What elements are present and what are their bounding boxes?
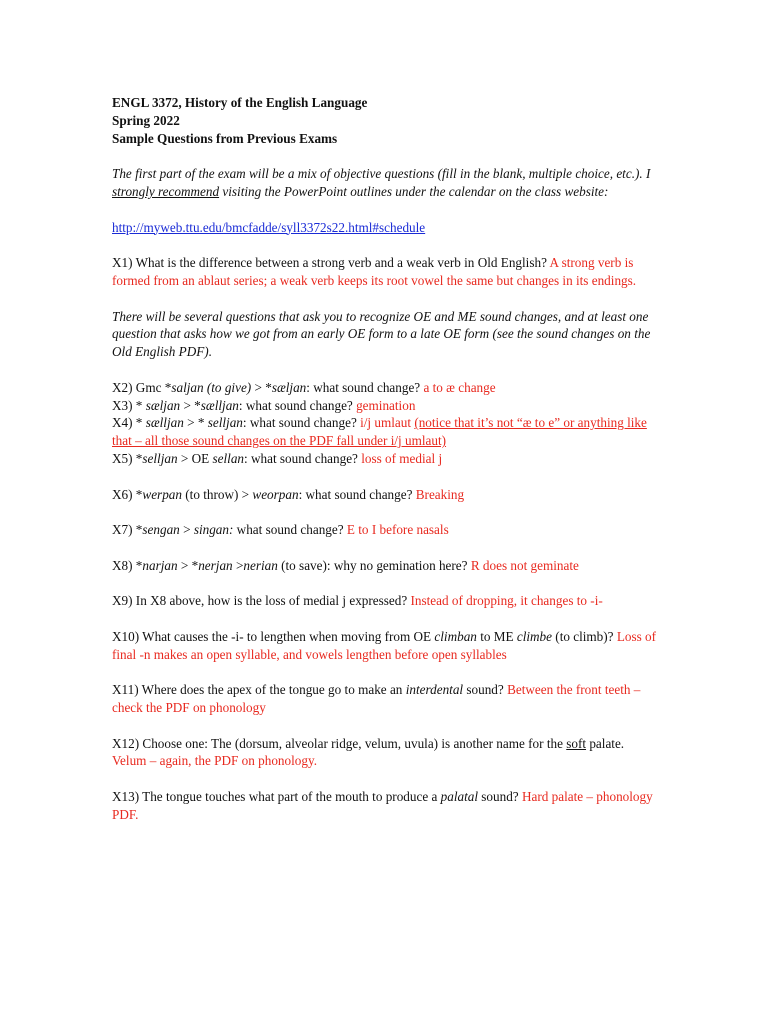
schedule-link[interactable]: http://myweb.ttu.edu/bmcfadde/syll3372s22.html#schedule [112,219,426,235]
q-part: > * [177,557,199,573]
q-part: > * [183,415,208,431]
question-x13 [112,788,657,824]
q-form: nerian [243,557,278,573]
q-part: X4) * [112,415,146,431]
answer-text: Between the front teeth – check the PDF on phonology [112,682,641,716]
q-part: sound? [478,789,522,805]
answer-text: E to I before nasals [346,522,449,538]
schedule-link-paragraph [112,219,657,237]
answer-note: (notice that it’s not “æ to e” or anything like that – all those sound changes on the PDF fall under i/j umlaut) [112,415,647,449]
q-form: saljan (to give) [171,379,252,395]
q-part: (to climb)? [552,628,617,644]
question-x7 [112,521,657,539]
q-form: palatal [440,789,478,805]
question-x1 [112,254,657,290]
question-x3 [112,397,657,415]
q-form: sæljan [271,379,307,395]
q-form: climbe [516,628,552,644]
q-part: X3) * [112,397,146,413]
q-form: interdental [405,682,464,698]
q-part: X10) What causes the -i- to lengthen when moving from OE [112,628,435,644]
q-part: X8) * [112,557,143,573]
q-form: selljan [142,450,178,466]
q-part: (to throw) > [181,486,253,502]
answer-text: gemination [356,397,416,413]
answer-text: A strong verb is formed from an ablaut series; a weak verb keeps its root vowel the same but changes in its endings. [112,255,637,288]
answer-text: R does not geminate [470,557,579,573]
intro-paragraph [112,165,657,201]
document-page [112,94,657,824]
q-part: : what sound change? [238,397,357,413]
q-form: sengan [142,522,180,538]
course-title: ENGL 3372, History of the English Language [112,95,368,110]
q-part: X11) Where does the apex of the tongue go to make an [112,682,406,698]
q-part: > * [180,397,201,413]
question-text: X1) What is the difference between a strong verb and a weak verb in Old English? [112,255,550,271]
q-form: sæljan [145,397,181,413]
q-part: to ME [476,628,517,644]
answer-text: a to æ change [423,379,496,395]
question-x8 [112,557,657,575]
q-form: nerjan [198,557,233,573]
answer-text: Instead of dropping, it changes to -i- [410,593,603,609]
q-part: (to save): why no gemination here? [277,557,471,573]
q-part: X12) Choose one: The (dorsum, alveolar ridge, velum, uvula) is another name for the [112,735,567,751]
answer-text: Breaking [415,486,465,502]
answer-text: i/j umlaut [360,415,415,431]
q-part: X5) * [112,450,143,466]
document-header [112,94,657,147]
sound-change-intro [112,308,657,361]
question-x4 [112,414,657,450]
q-part: > [179,522,194,538]
q-part: > OE [177,450,213,466]
q-part: > * [251,379,272,395]
q-form: selljan [207,415,243,431]
intro-text-c: visiting the PowerPoint outlines under the calendar on the class website: [219,183,609,199]
question-x9 [112,592,657,610]
question-x10 [112,628,657,664]
term: Spring 2022 [112,112,180,128]
q-form: sælljan [200,397,239,413]
document-title: Sample Questions from Previous Exams [112,130,338,146]
q-form: singan: [193,522,234,538]
q-part: palate. [586,735,625,751]
question-x11 [112,681,657,717]
intro-text-a: The first part of the exam will be a mix of objective questions (fill in the blank, multiple choice, etc.). I [112,166,651,182]
sound-change-block [112,379,657,468]
q-part: X7) * [112,522,143,538]
question-x12 [112,735,657,771]
q-part: : what sound change? [244,450,362,466]
q-form: narjan [142,557,178,573]
q-part: > [232,557,244,573]
question-x2 [112,379,657,397]
q-part: X6) * [112,486,143,502]
question-text: X9) In X8 above, how is the loss of medial j expressed? [112,593,411,609]
q-form: weorpan [252,486,299,502]
q-form: sellan [212,450,245,466]
q-part: X13) The tongue touches what part of the mouth to produce a [112,789,441,805]
answer-text: Loss of final -n makes an open syllable, and vowels lengthen before open syllables [112,628,657,662]
q-part: : what sound change? [298,486,416,502]
question-x5 [112,450,657,468]
q-part: : what sound change? [242,415,361,431]
sound-change-intro-text: There will be several questions that ask you to recognize OE and ME sound changes, and at least one question that asks how we got from an early OE form to a late OE form (see the sound changes on the Old English PDF). [112,308,651,360]
q-form: climban [434,628,477,644]
q-emphasis: soft [566,735,587,751]
q-form: sælljan [145,415,184,431]
intro-emphasis: strongly recommend [112,183,220,199]
q-part: : what sound change? [306,379,424,395]
q-part: what sound change? [233,522,347,538]
question-x6 [112,486,657,504]
q-part: X2) Gmc * [112,379,172,395]
answer-text: Velum – again, the PDF on phonology. [112,753,318,769]
answer-text: loss of medial j [361,450,443,466]
answer-text: Hard palate – phonology PDF. [112,789,653,822]
q-part: sound? [463,682,508,698]
q-form: werpan [142,486,182,502]
